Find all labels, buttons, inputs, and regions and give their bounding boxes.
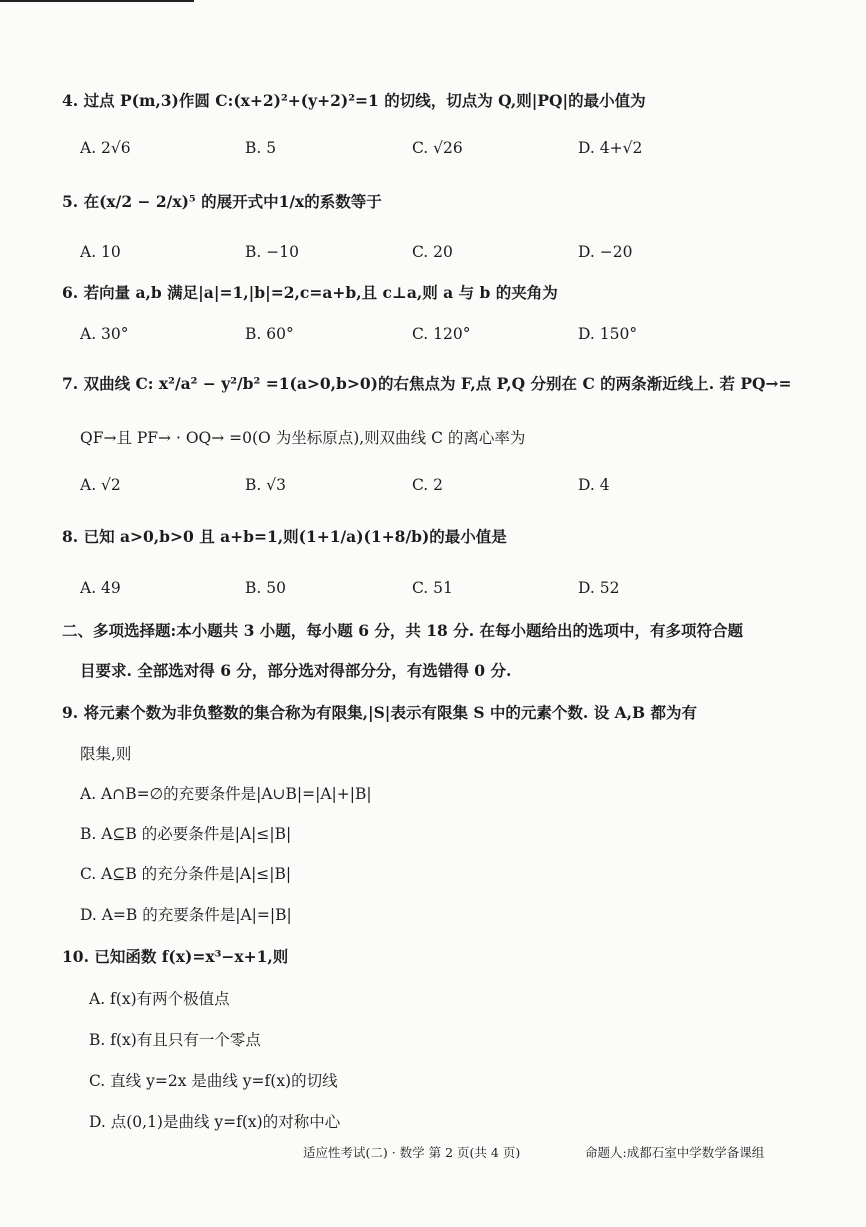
q7-option-b: B. √3 [245,476,286,494]
q10-option-b: B. f(x)有且只有一个零点 [89,1031,261,1049]
q4-option-b: B. 5 [245,139,277,157]
q6-option-b: B. 60° [245,325,294,343]
q9-option-c: C. A⊆B 的充分条件是|A|≤|B| [80,865,292,883]
q5-option-b: B. −10 [245,243,299,261]
q8-option-d: D. 52 [578,579,620,597]
question-6-stem: 6. 若向量 a,b 满足|a|=1,|b|=2,c=a+b,且 c⊥a,则 a 与 b 的夹角为 [62,283,558,302]
footer-page-info: 适应性考试(二) · 数学 第 2 页(共 4 页) [303,1145,521,1160]
q7-option-a: A. √2 [80,476,121,494]
q4-option-c: C. √26 [412,139,463,157]
question-4-stem: 4. 过点 P(m,3)作圆 C:(x+2)²+(y+2)²=1 的切线，切点为 Q,则|PQ|的最小值为 [62,91,646,110]
question-9-stem-line2: 限集,则 [80,745,132,763]
q4-option-d: D. 4+√2 [578,139,643,157]
q5-option-a: A. 10 [80,243,121,261]
q9-option-a: A. A∩B=∅的充要条件是|A∪B|=|A|+|B| [80,785,372,803]
q8-option-a: A. 49 [80,579,121,597]
question-7-stem-line2: QF→且 PF→ · OQ→ =0(O 为坐标原点),则双曲线 C 的离心率为 [80,429,526,447]
q4-option-a: A. 2√6 [80,139,131,157]
q6-option-c: C. 120° [412,325,471,343]
q9-option-d: D. A=B 的充要条件是|A|=|B| [80,906,292,924]
question-10-stem: 10. 已知函数 f(x)=x³−x+1,则 [62,947,289,966]
q10-option-c: C. 直线 y=2x 是曲线 y=f(x)的切线 [89,1072,338,1090]
footer-author: 命题人:成都石室中学数学备课组 [585,1145,765,1160]
q10-option-d: D. 点(0,1)是曲线 y=f(x)的对称中心 [89,1113,341,1131]
section-2-heading: 二、多项选择题:本小题共 3 小题，每小题 6 分，共 18 分. 在每小题给出的选项中，有多项符合题 [62,621,744,640]
q9-option-b: B. A⊆B 的必要条件是|A|≤|B| [80,825,292,843]
q5-option-d: D. −20 [578,243,633,261]
q5-option-c: C. 20 [412,243,453,261]
question-9-stem-line1: 9. 将元素个数为非负整数的集合称为有限集,|S|表示有限集 S 中的元素个数. 设 A,B 都为有 [62,703,698,722]
q6-option-d: D. 150° [578,325,638,343]
q6-option-a: A. 30° [80,325,129,343]
q8-option-b: B. 50 [245,579,286,597]
question-7-stem-line1: 7. 双曲线 C: x²/a² − y²/b² =1(a>0,b>0)的右焦点为 F,点 P,Q 分别在 C 的两条渐近线上. 若 PQ→= [62,374,792,393]
q8-option-c: C. 51 [412,579,453,597]
top-rule [0,0,194,2]
q7-option-d: D. 4 [578,476,610,494]
section-2-instructions: 目要求. 全部选对得 6 分，部分选对得部分分，有选错得 0 分. [80,661,512,680]
q10-option-a: A. f(x)有两个极值点 [89,990,230,1008]
q7-option-c: C. 2 [412,476,444,494]
question-5-stem: 5. 在(x/2 − 2/x)⁵ 的展开式中1/x的系数等于 [62,192,382,211]
question-8-stem: 8. 已知 a>0,b>0 且 a+b=1,则(1+1/a)(1+8/b)的最小值是 [62,527,507,546]
